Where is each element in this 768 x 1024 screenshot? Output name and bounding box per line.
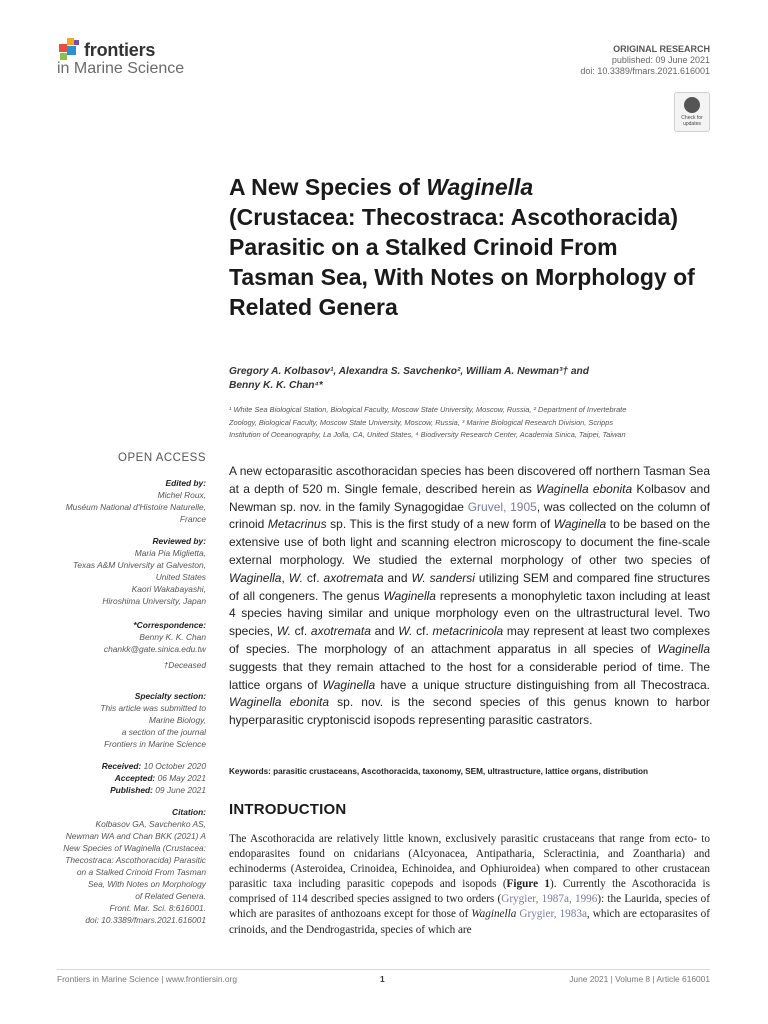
reviewer-line: United States [155,572,206,582]
received-date: 10 October 2020 [143,761,206,771]
figure-link[interactable]: Figure 1 [506,878,550,891]
specialty-block [20,690,206,750]
body-text: , which are ectoparasites of crinoids, and the Dendrogastrida, species of which are [229,908,710,936]
article-title [229,172,709,322]
deceased-note: †Deceased [163,660,206,670]
check-updates-label: Check for updates [681,115,703,127]
citation-link[interactable]: Grygier, 1987a, 1996 [501,893,598,906]
accepted-date: 06 May 2021 [157,773,206,783]
abstract-text: represents a monophyletic taxon including at least 4 species having similar and unique morphology even on the ultrastructural level. Two species, [229,588,710,639]
author-list [229,365,699,393]
author-line: Benny K. K. Chan⁴* [229,380,323,391]
species-name: Waginella [322,677,376,692]
affiliation-line: ¹ White Sea Biological Station, Biological Faculty, Moscow State University, Moscow, Russia, ² Department of Invertebrate [229,405,627,414]
specialty-line: a section of the journal [121,727,206,737]
title-prefix: A New Species of [229,174,427,200]
journal-name: in Marine Science [57,60,185,77]
abstract [229,463,710,730]
abstract-text: may represent at least two complexes of species. The morphology of an attachment apparatus in all species of [229,624,710,656]
citation-line: Front. Mar. Sci. 8:616001. [109,903,206,913]
reviewer-line: Kaori Wakabayashi, [131,584,206,594]
body-text: The Ascothoracida are relatively little known, exclusively parasitic crustaceans that range from ecto- to endoparasites found on cnidarians (Alcyonacea, Antipatharia, Scleractinia, and Zoantharia) and echinoderms (Asteroidea, Crinoidea, Echinoidea, and Ophiuroidea) when compared to other crustacean parasitic taxa including parasitic copepods and isopods ( [229,833,710,891]
abstract-text: sp. nov. is the second species of this genus known to harbor hyperparasitic cryptoniscid isopods representing parasitic castrators. [229,695,711,728]
citation-line: Thecostraca: Ascothoracida) Parasitic [65,855,206,865]
published-date: published: 09 June 2021 [611,55,710,65]
frontiers-logo-icon [57,36,81,62]
title-genus: Waginella [426,174,534,200]
abstract-text: cf. [290,624,311,639]
citation-label: Citation: [172,807,206,817]
correspondence-email[interactable]: chankk@gate.sinica.edu.tw [103,644,206,654]
page-number: 1 [380,974,385,984]
abstract-text: utilizing SEM and compared fine structures of all congeners. The genus [229,570,711,603]
reviewer-line: Hiroshima University, Japan [102,596,206,606]
reviewed-by-label: Reviewed by: [152,536,206,546]
species-name: metacrinicola [432,624,504,639]
abstract-text: , [281,570,289,585]
species-name: Waginella [553,517,607,532]
correspondence-block [20,619,206,671]
species-name: Waginella [383,588,436,603]
species-name: Waginella [657,641,710,656]
check-updates-icon [684,97,700,113]
received-label: Received: [101,761,142,771]
title-rest: (Crustacea: Thecostraca: Ascothoracida) Parasitic on a Stalked Crinoid From Tasman Sea, With Notes on Morphology of Related Genera [229,204,695,320]
abstract-text: and [383,570,412,585]
abstract-text: to be based on the extensive use of both light and scanning electron microscopy to document the fine-scale external morphology. We studied the external morphology of other two species of [229,517,711,567]
reviewer-line: Texas A&M University at Galveston, [73,560,206,570]
author-line: Gregory A. Kolbasov¹, Alexandra S. Savchenko², William A. Newman³† and [229,366,589,377]
citation-line: New Species of Waginella (Crustacea: [63,843,206,853]
species-name: W. [288,570,303,585]
keywords: Keywords: parasitic crustaceans, Ascothoracida, taxonomy, SEM, ultrastructure, lattice organs, distribution [229,767,649,776]
specialty-line: Marine Biology, [148,715,206,725]
citation-line: Kolbasov GA, Savchenko AS, [95,819,206,829]
citation-link[interactable]: Gruvel, 1905 [467,499,537,514]
species-name: Waginella ebonita [536,481,633,496]
species-name: Waginella [229,570,282,585]
abstract-text: , was collected on the column of crinoid [229,499,710,532]
edited-by-label: Edited by: [165,478,206,488]
species-name: Waginella ebonita [229,695,329,710]
editor-line: France [179,514,206,524]
editor-line: Muséum National d'Histoire Naturelle, [65,502,206,512]
citation-block [20,806,206,926]
species-name: Metacrinus [267,517,327,532]
published-date-side: 09 June 2021 [155,785,206,795]
abstract-text: A new ectoparasitic ascothoracidan species has been discovered off northern Tasman Sea at a depth of 520 m. Single female, described herein as [229,464,710,496]
accepted-label: Accepted: [114,773,156,783]
species-name: W. [276,624,291,639]
section-heading-introduction: INTRODUCTION [229,801,347,818]
abstract-text: sp. This is the first study of a new form of [326,517,554,532]
abstract-text: cf. [412,624,433,639]
reviewer-line: Maria Pia Miglietta, [134,548,206,558]
check-for-updates-badge[interactable] [674,92,710,132]
species-name: W. [398,624,413,639]
footer-journal[interactable]: Frontiers in Marine Science | www.frontiersin.org [57,974,237,984]
dates-block [20,760,206,796]
abstract-text: cf. [302,570,324,585]
citation-line: on a Stalked Crinoid From Tasman [76,867,206,877]
citation-line: Sea, With Notes on Morphology [87,879,206,889]
abstract-text: have a unique structure distinguishing from all Thecostraca. [375,677,710,692]
citation-doi[interactable]: doi: 10.3389/fmars.2021.616001 [85,915,206,925]
body-text: ): the Laurida, species of which are parasites of anthozoans except for those of [229,893,710,921]
doi[interactable]: doi: 10.3389/fmars.2021.616001 [580,66,710,76]
specialty-label: Specialty section: [134,691,206,701]
introduction-paragraph [229,832,710,938]
correspondence-label: *Correspondence: [133,620,206,630]
affiliations [229,404,709,442]
citation-line: of Related Genera. [135,891,206,901]
correspondence-name: Benny K. K. Chan [139,632,206,642]
species-name: Waginella [471,908,517,921]
affiliation-line: Zoology, Biological Faculty, Moscow State University, Moscow, Russia, ³ Marine Biological Research Division, Scripps [229,417,614,427]
published-label: Published: [110,785,153,795]
edited-by-block [20,477,206,525]
brand-name: frontiers [84,40,156,60]
footer-issue: June 2021 | Volume 8 | Article 616001 [569,974,710,984]
affiliation-line: Institution of Oceanography, La Jolla, CA, United States, ⁴ Biodiversity Research Center, Academia Sinica, Taipei, Taiwan [229,430,626,439]
specialty-line: This article was submitted to [100,703,206,713]
species-name: W. sandersi [411,570,475,585]
citation-link[interactable]: Grygier, 1983a [519,908,587,921]
abstract-text: Kolbasov and Newman sp. nov. in the family Synagogidae [229,481,711,514]
body-text: ). Currently the Ascothoracida is comprised of 114 described species assigned to two orders ( [229,878,710,906]
species-name: axotremata [323,570,384,585]
editor-line: Michel Roux, [157,490,206,500]
abstract-text: and [370,624,399,639]
specialty-line: Frontiers in Marine Science [104,739,206,749]
citation-line: Newman WA and Chan BKK (2021) A [65,831,206,841]
footer-divider [57,969,710,970]
reviewed-by-block [20,535,206,607]
open-access-label: OPEN ACCESS [118,452,206,464]
abstract-text: suggests that they remain attached to the host for a considerable period of time. The lattice organs of [229,659,710,692]
article-type: ORIGINAL RESEARCH [613,44,710,54]
species-name: axotremata [310,624,371,639]
